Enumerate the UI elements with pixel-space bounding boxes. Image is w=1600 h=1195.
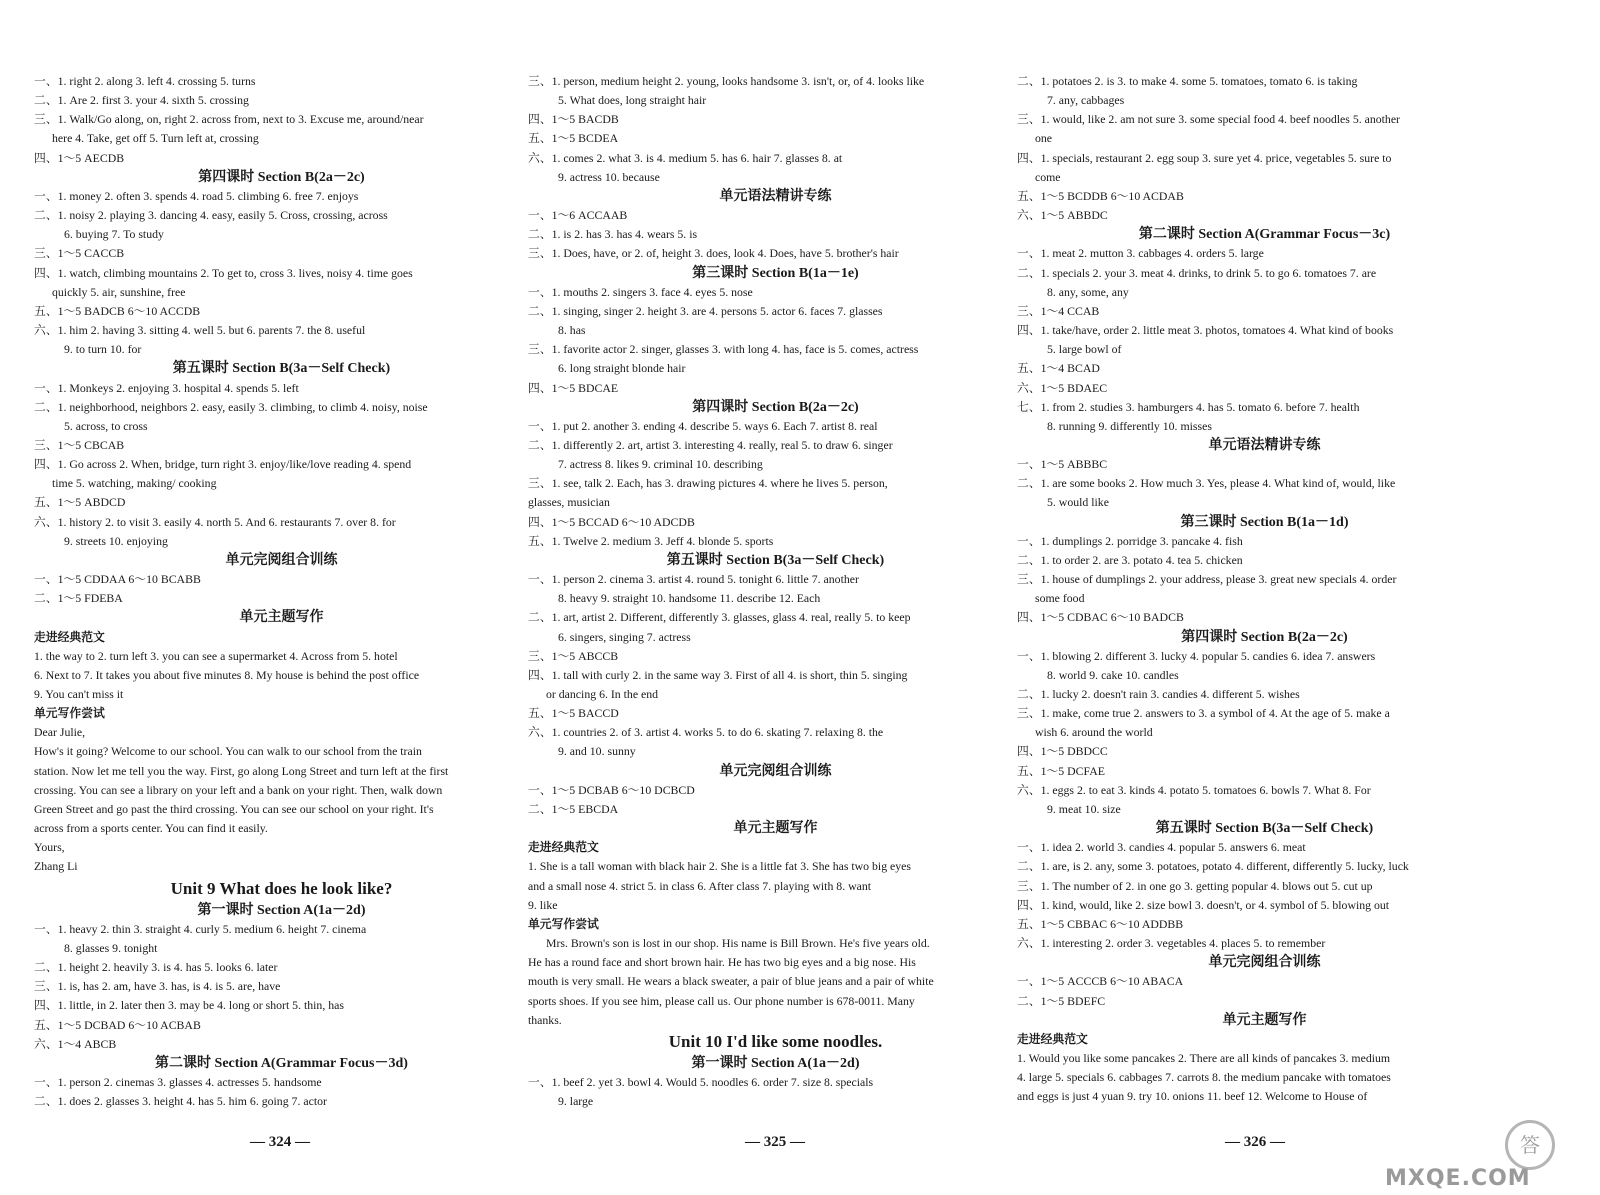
section-heading: 单元完阅组合训练 bbox=[225, 552, 338, 568]
section-heading: 第二课时 Section A(Grammar Focus－3d) bbox=[155, 1055, 408, 1071]
section-heading: 单元主题写作 bbox=[1222, 1012, 1307, 1028]
section-heading: 第五课时 Section B(3a－Self Check) bbox=[666, 552, 885, 568]
answer-line: some food bbox=[1035, 591, 1085, 606]
answer-line: 8. glasses 9. tonight bbox=[64, 940, 158, 955]
answer-line: time 5. watching, making/ cooking bbox=[52, 476, 217, 491]
answer-line: 五、1. Twelve 2. medium 3. Jeff 4. blonde 5. sports bbox=[528, 533, 774, 548]
section-heading: 第四课时 Section B(2a－2c) bbox=[1181, 629, 1348, 645]
page-number: — 326 — bbox=[1225, 1134, 1285, 1150]
answer-line: 一、1. beef 2. yet 3. bowl 4. Would 5. noodles 6. order 7. size 8. specials bbox=[528, 1074, 874, 1089]
subsection-label: 走进经典范文 bbox=[34, 629, 105, 644]
answer-line: 四、1～5 BDCAE bbox=[528, 380, 619, 395]
answer-line: 三、1. The number of 2. in one go 3. getting popular 4. blows out 5. cut up bbox=[1017, 878, 1373, 893]
answer-logo-icon: 答 bbox=[1505, 1120, 1555, 1170]
answer-line: 五、1～5 BCDDB 6～10 ACDAB bbox=[1017, 188, 1184, 203]
answer-line: and eggs is just 4 yuan 9. try 10. onions 11. beef 12. Welcome to House of bbox=[1017, 1089, 1368, 1104]
answer-line: Green Street and go past the third crossing. You can see our school on your right. It's bbox=[34, 801, 434, 816]
answer-line: quickly 5. air, sunshine, free bbox=[52, 284, 186, 299]
answer-line: How's it going? Welcome to our school. You can walk to our school from the train bbox=[34, 744, 422, 759]
section-heading: 单元语法精讲专练 bbox=[719, 188, 832, 204]
answer-line: 5. would like bbox=[1047, 495, 1109, 510]
answer-line: 五、1～4 BCAD bbox=[1017, 361, 1100, 376]
answer-line: 三、1. see, talk 2. Each, has 3. drawing pictures 4. where he lives 5. person, bbox=[528, 476, 888, 491]
answer-line: 六、1. countries 2. of 3. artist 4. works 5. to do 6. skating 7. relaxing 8. the bbox=[528, 725, 884, 740]
answer-line: 六、1. comes 2. what 3. is 4. medium 5. has 6. hair 7. glasses 8. at bbox=[528, 150, 843, 165]
answer-line: 一、1. put 2. another 3. ending 4. describe 5. ways 6. Each 7. artist 8. real bbox=[528, 418, 878, 433]
answer-line: 一、1. blowing 2. different 3. lucky 4. popular 5. candies 6. idea 7. answers bbox=[1017, 648, 1376, 663]
answer-line: 七、1. from 2. studies 3. hamburgers 4. has 5. tomato 6. before 7. health bbox=[1017, 399, 1360, 414]
answer-line: here 4. Take, get off 5. Turn left at, crossing bbox=[52, 131, 259, 146]
answer-line: 二、1. singing, singer 2. height 3. are 4. persons 5. actor 6. faces 7. glasses bbox=[528, 303, 883, 318]
answer-line: 三、1. is, has 2. am, have 3. has, is 4. is 5. are, have bbox=[34, 979, 281, 994]
answer-line: 8. any, some, any bbox=[1047, 284, 1129, 299]
answer-line: 四、1. specials, restaurant 2. egg soup 3. sure yet 4. price, vegetables 5. sure to bbox=[1017, 150, 1392, 165]
answer-line: 四、1～5 BACDB bbox=[528, 112, 619, 127]
answer-line: 7. any, cabbages bbox=[1047, 93, 1125, 108]
answer-line: 三、1. Walk/Go along, on, right 2. across from, next to 3. Excuse me, around/near bbox=[34, 112, 424, 127]
answer-line: 六、1～4 ABCB bbox=[34, 1036, 117, 1051]
answer-line: 六、1. him 2. having 3. sitting 4. well 5. but 6. parents 7. the 8. useful bbox=[34, 323, 366, 338]
answer-line: 三、1. Does, have, or 2. of, height 3. does, look 4. Does, have 5. brother's hair bbox=[528, 246, 899, 261]
page-column-325 bbox=[528, 72, 1023, 1111]
answer-line: 三、1. person, medium height 2. young, looks handsome 3. isn't, or, of 4. looks like bbox=[528, 74, 925, 88]
answer-line: 六、1. interesting 2. order 3. vegetables 4. places 5. to remember bbox=[1017, 936, 1326, 951]
answer-line: 二、1. Are 2. first 3. your 4. sixth 5. crossing bbox=[34, 93, 249, 108]
answer-line: 一、1. right 2. along 3. left 4. crossing 5. turns bbox=[34, 74, 256, 88]
answer-line: He has a round face and short brown hair. He has two big eyes and a big nose. His bbox=[528, 955, 916, 970]
answer-line: 一、1. meat 2. mutton 3. cabbages 4. orders 5. large bbox=[1017, 246, 1264, 261]
subsection-label: 走进经典范文 bbox=[528, 840, 599, 855]
answer-line: 二、1. noisy 2. playing 3. dancing 4. easy, easily 5. Cross, crossing, across bbox=[34, 208, 388, 223]
answer-line: 四、1. kind, would, like 2. size bowl 3. doesn't, or 4. symbol of 5. blowing out bbox=[1017, 897, 1390, 912]
section-heading: 第三课时 Section B(1a－1d) bbox=[1180, 514, 1349, 530]
answer-line: 三、1. house of dumplings 2. your address, please 3. great new specials 4. order bbox=[1017, 572, 1397, 587]
answer-line: 五、1～5 CBBAC 6～10 ADDBB bbox=[1017, 916, 1184, 931]
answer-line: 六、1～5 ABBDC bbox=[1017, 208, 1108, 223]
answer-line: 4. large 5. specials 6. cabbages 7. carrots 8. the medium pancake with tomatoes bbox=[1017, 1070, 1391, 1085]
answer-line: 四、1～5 AECDB bbox=[34, 150, 125, 165]
answer-line: 7. actress 8. likes 9. criminal 10. describing bbox=[558, 457, 763, 472]
page-number: — 325 — bbox=[745, 1134, 805, 1150]
answer-line: 9. streets 10. enjoying bbox=[64, 533, 168, 548]
answer-line: 一、1～5 ABBBC bbox=[1017, 457, 1108, 472]
answer-line: 一、1. dumplings 2. porridge 3. pancake 4. fish bbox=[1017, 533, 1243, 548]
answer-line: 五、1～5 BADCB 6～10 ACCDB bbox=[34, 303, 201, 318]
answer-line: 一、1. money 2. often 3. spends 4. road 5. climbing 6. free 7. enjoys bbox=[34, 188, 359, 203]
answer-line: 四、1～5 DBDCC bbox=[1017, 744, 1108, 759]
answer-line: mouth is very small. He wears a black sweater, a pair of blue jeans and a pair of white bbox=[528, 974, 934, 989]
answer-line: 二、1. specials 2. your 3. meat 4. drinks, to drink 5. to go 6. tomatoes 7. are bbox=[1017, 265, 1377, 280]
answer-line: 一、1. person 2. cinemas 3. glasses 4. actresses 5. handsome bbox=[34, 1074, 322, 1089]
section-heading: 第三课时 Section B(1a－1e) bbox=[692, 265, 859, 281]
answer-line: 三、1～5 CBCAB bbox=[34, 437, 125, 452]
answer-line: 一、1. Monkeys 2. enjoying 3. hospital 4. spends 5. left bbox=[34, 380, 299, 395]
answer-line: 五、1～5 DCFAE bbox=[1017, 763, 1105, 778]
answer-line: 五、1～5 ABDCD bbox=[34, 495, 126, 510]
answer-line: 四、1. watch, climbing mountains 2. To get to, cross 3. lives, noisy 4. time goes bbox=[34, 265, 413, 280]
answer-line: 六、1～5 BDAEC bbox=[1017, 380, 1108, 395]
answer-line: 二、1. are some books 2. How much 3. Yes, please 4. What kind of, would, like bbox=[1017, 476, 1396, 491]
unit-title: Unit 10 I'd like some noodles. bbox=[668, 1031, 883, 1051]
section-heading: 第五课时 Section B(3a－Self Check) bbox=[1155, 821, 1374, 837]
answer-line: 三、1～4 CCAB bbox=[1017, 303, 1100, 318]
answer-line: 六、1. history 2. to visit 3. easily 4. north 5. And 6. restaurants 7. over 8. for bbox=[34, 514, 396, 529]
answer-line: 二、1～5 EBCDA bbox=[528, 801, 619, 816]
answer-line: 1. Would you like some pancakes 2. There are all kinds of pancakes 3. medium bbox=[1017, 1050, 1391, 1065]
page-column-326 bbox=[1017, 72, 1512, 1106]
answer-line: Mrs. Brown's son is lost in our shop. His name is Bill Brown. He's five years old. bbox=[546, 936, 930, 951]
answer-line: 五、1～5 BCDEA bbox=[528, 131, 619, 146]
answer-line: 一、1～5 DCBAB 6～10 DCBCD bbox=[528, 782, 695, 797]
answer-line: 8. heavy 9. straight 10. handsome 11. describe 12. Each bbox=[558, 591, 821, 606]
answer-line: 一、1～5 CDDAA 6～10 BCABB bbox=[34, 572, 201, 587]
answer-line: 二、1～5 FDEBA bbox=[34, 591, 123, 606]
answer-line: 9. and 10. sunny bbox=[558, 744, 636, 759]
answer-line: 5. large bowl of bbox=[1047, 342, 1122, 357]
section-heading: 第一课时 Section A(1a－2d) bbox=[197, 902, 366, 918]
answer-line: one bbox=[1035, 131, 1053, 146]
subsection-label: 走进经典范文 bbox=[1017, 1031, 1088, 1046]
answer-line: 9. to turn 10. for bbox=[64, 342, 142, 357]
page-number: — 324 — bbox=[250, 1134, 310, 1150]
answer-line: 二、1. lucky 2. doesn't rain 3. candies 4. different 5. wishes bbox=[1017, 687, 1300, 701]
section-heading: 第二课时 Section A(Grammar Focus－3c) bbox=[1138, 227, 1391, 243]
answer-line: 5. What does, long straight hair bbox=[558, 93, 707, 108]
answer-line: wish 6. around the world bbox=[1035, 725, 1153, 740]
section-heading: 单元主题写作 bbox=[733, 821, 818, 837]
answer-line: 一、1. person 2. cinema 3. artist 4. round 5. tonight 6. little 7. another bbox=[528, 572, 859, 587]
answer-line: 二、1～5 BDEFC bbox=[1017, 993, 1106, 1008]
answer-line: 6. buying 7. To study bbox=[64, 227, 164, 242]
section-heading: 第一课时 Section A(1a－2d) bbox=[691, 1055, 860, 1071]
answer-line: 9. You can't miss it bbox=[34, 687, 124, 701]
answer-line: 二、1. differently 2. art, artist 3. interesting 4. really, real 5. to draw 6. singer bbox=[528, 437, 893, 452]
answer-line: 1. She is a tall woman with black hair 2. She is a little fat 3. She has two big eyes bbox=[528, 859, 912, 874]
answer-line: crossing. You can see a library on your left and a bank on your right. Then, walk down bbox=[34, 782, 443, 797]
answer-line: 一、1～5 ACCCB 6～10 ABACA bbox=[1017, 974, 1184, 989]
answer-line: 四、1. take/have, order 2. little meat 3. photos, tomatoes 4. What kind of books bbox=[1017, 323, 1394, 338]
answer-line: 二、1. height 2. heavily 3. is 4. has 5. looks 6. later bbox=[34, 960, 278, 975]
answer-line: 一、1. mouths 2. singers 3. face 4. eyes 5. nose bbox=[528, 284, 753, 299]
answer-line: 四、1. tall with curly 2. in the same way 3. First of all 4. is short, thin 5. singing bbox=[528, 667, 908, 682]
answer-line: glasses, musician bbox=[528, 495, 610, 510]
section-heading: 单元完阅组合训练 bbox=[719, 763, 832, 779]
section-heading: 单元完阅组合训练 bbox=[1208, 955, 1321, 971]
answer-line: 二、1. does 2. glasses 3. height 4. has 5. him 6. going 7. actor bbox=[34, 1094, 327, 1109]
section-heading: 第五课时 Section B(3a－Self Check) bbox=[172, 361, 391, 377]
answer-line: 五、1～5 BACCD bbox=[528, 706, 619, 721]
answer-line: 五、1～5 DCBAD 6～10 ACBAB bbox=[34, 1017, 201, 1032]
answer-line: 二、1. to order 2. are 3. potato 4. tea 5. chicken bbox=[1017, 552, 1243, 567]
unit-title: Unit 9 What does he look like? bbox=[170, 878, 393, 898]
answer-line: across from a sports center. You can find it easily. bbox=[34, 821, 268, 836]
answer-line: 四、1～5 CDBAC 6～10 BADCB bbox=[1017, 610, 1184, 625]
section-heading: 第四课时 Section B(2a－2c) bbox=[198, 169, 365, 185]
watermark-logo bbox=[1385, 1120, 1585, 1190]
answer-line: 9. large bbox=[558, 1094, 594, 1109]
subsection-label: 单元写作尝试 bbox=[528, 916, 599, 931]
section-heading: 单元语法精讲专练 bbox=[1208, 437, 1321, 453]
page-column-324 bbox=[34, 72, 529, 1111]
answer-line: 8. has bbox=[558, 323, 586, 338]
answer-line: 一、1. idea 2. world 3. candies 4. popular 5. answers 6. meat bbox=[1017, 840, 1306, 855]
answer-line: Yours, bbox=[34, 840, 65, 855]
section-heading: 单元主题写作 bbox=[239, 610, 324, 626]
answer-line: 二、1. is 2. has 3. has 4. wears 5. is bbox=[528, 227, 698, 242]
answer-line: Dear Julie, bbox=[34, 725, 86, 740]
answer-line: 四、1. little, in 2. later then 3. may be 4. long or short 5. thin, has bbox=[34, 998, 344, 1013]
answer-line: 二、1. potatoes 2. is 3. to make 4. some 5. tomatoes, tomato 6. is taking bbox=[1017, 74, 1358, 88]
answer-line: 9. like bbox=[528, 897, 558, 912]
answer-line: 四、1～5 BCCAD 6～10 ADCDB bbox=[528, 514, 695, 529]
answer-line: 二、1. neighborhood, neighbors 2. easy, easily 3. climbing, to climb 4. noisy, noise bbox=[34, 399, 428, 414]
answer-line: come bbox=[1035, 169, 1061, 184]
answer-line: thanks. bbox=[528, 1012, 562, 1027]
answer-line: 三、1. would, like 2. am not sure 3. some special food 4. beef noodles 5. another bbox=[1017, 112, 1400, 127]
answer-line: 一、1. heavy 2. thin 3. straight 4. curly 5. medium 6. height 7. cinema bbox=[34, 921, 367, 936]
answer-line: 8. world 9. cake 10. candles bbox=[1047, 667, 1179, 682]
answer-line: 三、1. make, come true 2. answers to 3. a symbol of 4. At the age of 5. make a bbox=[1017, 706, 1390, 721]
answer-line: 二、1. are, is 2. any, some 3. potatoes, potato 4. different, differently 5. lucky, luck bbox=[1017, 859, 1409, 874]
answer-line: or dancing 6. In the end bbox=[546, 687, 659, 701]
answer-line: 三、1～5 ABCCB bbox=[528, 648, 619, 663]
answer-line: 1. the way to 2. turn left 3. you can see a supermarket 4. Across from 5. hotel bbox=[34, 648, 398, 663]
answer-line: 5. across, to cross bbox=[64, 418, 148, 433]
answer-line: and a small nose 4. strict 5. in class 6. After class 7. playing with 8. want bbox=[528, 878, 872, 893]
answer-line: 三、1. favorite actor 2. singer, glasses 3. with long 4. has, face is 5. comes, actress bbox=[528, 342, 919, 357]
answer-line: 二、1. art, artist 2. Different, differently 3. glasses, glass 4. real, really 5. to keep bbox=[528, 610, 911, 625]
answer-line: 三、1～5 CACCB bbox=[34, 246, 125, 261]
answer-line: Zhang Li bbox=[34, 859, 78, 874]
subsection-label: 单元写作尝试 bbox=[34, 706, 105, 721]
answer-line: 6. singers, singing 7. actress bbox=[558, 629, 691, 644]
section-heading: 第四课时 Section B(2a－2c) bbox=[692, 399, 859, 415]
answer-line: 6. Next to 7. It takes you about five minutes 8. My house is behind the post office bbox=[34, 667, 420, 682]
answer-line: sports shoes. If you see him, please call us. Our phone number is 678-0011. Many bbox=[528, 993, 915, 1008]
answer-line: 9. meat 10. size bbox=[1047, 801, 1121, 816]
answer-line: station. Now let me tell you the way. First, go along Long Street and turn left at the first bbox=[34, 763, 449, 778]
answer-line: 六、1. eggs 2. to eat 3. kinds 4. potato 5. tomatoes 6. bowls 7. What 8. For bbox=[1017, 782, 1371, 797]
watermark-text: MXQE.COM bbox=[1385, 1166, 1531, 1191]
answer-line: 一、1～6 ACCAAB bbox=[528, 208, 628, 223]
answer-line: 8. running 9. differently 10. misses bbox=[1047, 418, 1212, 433]
answer-line: 6. long straight blonde hair bbox=[558, 361, 686, 376]
answer-line: 9. actress 10. because bbox=[558, 169, 660, 184]
answer-line: 四、1. Go across 2. When, bridge, turn right 3. enjoy/like/love reading 4. spend bbox=[34, 457, 412, 472]
